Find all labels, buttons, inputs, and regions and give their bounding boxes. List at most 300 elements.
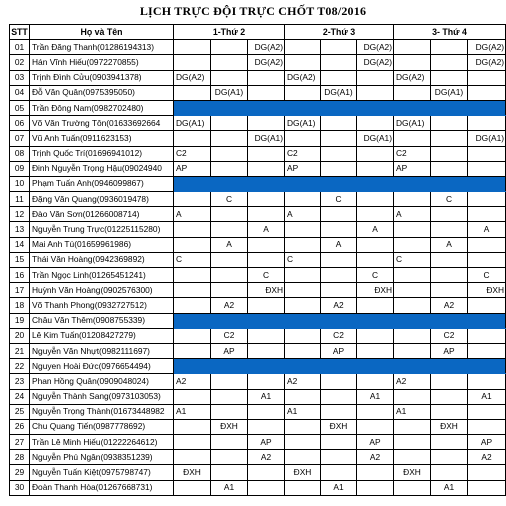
row-stt: 28	[10, 450, 30, 465]
duty-cell: A2	[285, 374, 321, 389]
table-row	[10, 207, 506, 222]
duty-cell	[174, 283, 211, 298]
duty-cell	[321, 100, 357, 115]
table-row	[10, 313, 506, 328]
duty-cell	[357, 207, 394, 222]
row-stt: 23	[10, 374, 30, 389]
duty-cell	[174, 192, 211, 207]
duty-cell	[211, 283, 248, 298]
duty-cell	[431, 70, 468, 85]
duty-cell	[468, 374, 506, 389]
row-name: Thái Văn Hoàng(0942369892)	[30, 252, 174, 267]
duty-cell: A2	[394, 374, 431, 389]
duty-cell	[285, 40, 321, 55]
duty-cell	[248, 116, 285, 131]
duty-cell	[357, 465, 394, 480]
duty-cell	[357, 419, 394, 434]
duty-cell	[357, 192, 394, 207]
duty-cell: DG(A1)	[174, 116, 211, 131]
duty-cell	[394, 237, 431, 252]
duty-cell: DG(A1)	[394, 116, 431, 131]
duty-cell	[285, 359, 321, 374]
duty-cell: A1	[174, 404, 211, 419]
duty-cell	[321, 131, 357, 146]
duty-cell	[211, 404, 248, 419]
duty-cell	[394, 389, 431, 404]
duty-cell	[285, 85, 321, 100]
header-day-2: 2-Thứ 3	[285, 25, 394, 40]
row-stt: 25	[10, 404, 30, 419]
duty-cell: A2	[321, 298, 357, 313]
table-row	[10, 404, 506, 419]
duty-cell	[285, 131, 321, 146]
duty-cell: DG(A2)	[285, 70, 321, 85]
duty-cell	[357, 313, 394, 328]
row-stt: 05	[10, 100, 30, 115]
duty-cell: ĐXH	[357, 283, 394, 298]
table-row	[10, 176, 506, 191]
duty-cell	[357, 70, 394, 85]
duty-cell: C2	[431, 328, 468, 343]
duty-cell	[321, 207, 357, 222]
duty-cell: C	[321, 192, 357, 207]
duty-cell	[468, 192, 506, 207]
duty-cell: ĐXH	[285, 465, 321, 480]
row-name: Phan Hồng Quân(0909048024)	[30, 374, 174, 389]
row-name: Trần Ngọc Linh(01265451241)	[30, 268, 174, 283]
duty-cell	[468, 237, 506, 252]
duty-cell	[174, 40, 211, 55]
table-row	[10, 268, 506, 283]
duty-cell: A	[321, 237, 357, 252]
row-name: Trần Đông Nam(0982702480)	[30, 100, 174, 115]
header-name: Họ và Tên	[30, 25, 174, 40]
duty-cell	[468, 359, 506, 374]
duty-cell	[394, 100, 431, 115]
row-name: Mai Anh Tú(01659961986)	[30, 237, 174, 252]
duty-cell: DG(A2)	[248, 40, 285, 55]
row-stt: 07	[10, 131, 30, 146]
duty-cell: C	[468, 268, 506, 283]
row-name: Châu Văn Thêm(0908755339)	[30, 313, 174, 328]
duty-cell: C	[394, 252, 431, 267]
duty-cell	[431, 176, 468, 191]
duty-cell: DG(A2)	[248, 55, 285, 70]
duty-cell	[321, 359, 357, 374]
duty-cell	[248, 404, 285, 419]
duty-cell	[431, 435, 468, 450]
duty-cell	[248, 480, 285, 495]
duty-cell: C	[357, 268, 394, 283]
duty-cell: A1	[285, 404, 321, 419]
duty-cell	[248, 207, 285, 222]
duty-cell	[248, 298, 285, 313]
table-row	[10, 252, 506, 267]
row-name: Vũ Anh Tuấn(0911623153)	[30, 131, 174, 146]
duty-cell	[431, 450, 468, 465]
row-name: Nguyễn Trọng Thành(01673448982	[30, 404, 174, 419]
duty-cell: A	[211, 237, 248, 252]
duty-cell	[468, 146, 506, 161]
duty-cell	[394, 283, 431, 298]
duty-cell: AP	[357, 435, 394, 450]
row-stt: 20	[10, 328, 30, 343]
duty-cell: A	[285, 207, 321, 222]
duty-cell	[394, 268, 431, 283]
duty-cell: C2	[321, 328, 357, 343]
duty-cell: ĐXH	[431, 419, 468, 434]
row-name: Đoàn Thanh Hòa(01267668731)	[30, 480, 174, 495]
duty-cell: DG(A2)	[468, 55, 506, 70]
duty-cell	[211, 374, 248, 389]
duty-cell: DG(A1)	[211, 85, 248, 100]
duty-cell	[211, 70, 248, 85]
duty-cell	[285, 192, 321, 207]
row-stt: 09	[10, 161, 30, 176]
duty-cell	[285, 343, 321, 358]
table-row	[10, 222, 506, 237]
row-name: Võ Văn Trường Tôn(01633692664	[30, 116, 174, 131]
duty-cell: DG(A2)	[468, 40, 506, 55]
duty-cell	[248, 419, 285, 434]
duty-cell	[211, 146, 248, 161]
duty-cell	[285, 328, 321, 343]
duty-cell	[285, 389, 321, 404]
row-name: Đinh Nguyễn Trọng Hậu(09024940	[30, 161, 174, 176]
duty-cell	[248, 328, 285, 343]
duty-cell: A2	[431, 298, 468, 313]
table-row	[10, 237, 506, 252]
duty-cell: ĐXH	[321, 419, 357, 434]
duty-cell: A2	[357, 450, 394, 465]
duty-cell	[468, 116, 506, 131]
duty-cell: A1	[248, 389, 285, 404]
duty-cell	[321, 252, 357, 267]
duty-cell	[468, 100, 506, 115]
duty-cell	[321, 404, 357, 419]
duty-cell: A1	[468, 389, 506, 404]
duty-cell	[174, 435, 211, 450]
duty-cell	[468, 419, 506, 434]
table-row	[10, 100, 506, 115]
duty-cell	[321, 268, 357, 283]
duty-cell	[174, 480, 211, 495]
duty-cell	[468, 480, 506, 495]
duty-cell	[321, 450, 357, 465]
duty-cell: A2	[468, 450, 506, 465]
duty-cell: ĐXH	[211, 419, 248, 434]
duty-cell	[394, 419, 431, 434]
table-row	[10, 70, 506, 85]
duty-cell	[394, 222, 431, 237]
duty-cell	[321, 116, 357, 131]
duty-cell	[248, 85, 285, 100]
row-stt: 22	[10, 359, 30, 374]
duty-cell	[394, 480, 431, 495]
duty-cell: DG(A2)	[357, 55, 394, 70]
duty-cell	[431, 55, 468, 70]
duty-cell	[248, 252, 285, 267]
duty-cell	[285, 298, 321, 313]
header-day-1: 1-Thứ 2	[174, 25, 285, 40]
header-day-3: 3- Thứ 4	[394, 25, 506, 40]
duty-cell	[357, 374, 394, 389]
duty-cell: C	[174, 252, 211, 267]
duty-cell	[248, 192, 285, 207]
duty-cell: A1	[394, 404, 431, 419]
duty-cell	[357, 146, 394, 161]
duty-cell	[431, 389, 468, 404]
duty-cell: A1	[321, 480, 357, 495]
row-stt: 04	[10, 85, 30, 100]
duty-cell	[468, 343, 506, 358]
duty-cell	[174, 268, 211, 283]
duty-cell	[285, 313, 321, 328]
duty-cell: A2	[174, 374, 211, 389]
duty-cell	[285, 480, 321, 495]
duty-cell	[357, 359, 394, 374]
duty-cell: DG(A1)	[321, 85, 357, 100]
duty-cell	[174, 389, 211, 404]
row-stt: 13	[10, 222, 30, 237]
duty-cell	[285, 450, 321, 465]
duty-cell	[248, 237, 285, 252]
duty-cell	[394, 359, 431, 374]
duty-cell	[211, 465, 248, 480]
duty-cell: A2	[211, 298, 248, 313]
duty-cell: C	[248, 268, 285, 283]
duty-cell	[248, 343, 285, 358]
duty-cell	[468, 328, 506, 343]
duty-cell	[174, 313, 211, 328]
duty-cell	[285, 100, 321, 115]
duty-cell	[174, 359, 211, 374]
duty-cell	[211, 100, 248, 115]
table-row	[10, 192, 506, 207]
duty-cell	[211, 268, 248, 283]
duty-cell	[321, 176, 357, 191]
duty-cell	[174, 328, 211, 343]
duty-cell	[248, 100, 285, 115]
duty-cell	[357, 176, 394, 191]
row-name: Nguyễn Trung Trực(01225115280)	[30, 222, 174, 237]
duty-cell: AP	[211, 343, 248, 358]
duty-cell	[394, 55, 431, 70]
duty-cell: A1	[211, 480, 248, 495]
duty-cell	[321, 161, 357, 176]
duty-cell	[248, 359, 285, 374]
duty-cell	[394, 328, 431, 343]
duty-cell	[357, 237, 394, 252]
duty-cell: DG(A1)	[248, 131, 285, 146]
row-name: Chu Quang Tiến(0987778692)	[30, 419, 174, 434]
table-row	[10, 343, 506, 358]
row-stt: 08	[10, 146, 30, 161]
duty-cell	[394, 343, 431, 358]
duty-cell: DG(A1)	[357, 131, 394, 146]
duty-cell	[174, 419, 211, 434]
duty-cell: A	[394, 207, 431, 222]
duty-cell	[211, 252, 248, 267]
row-name: Nguyễn Tuấn Kiệt(0975798747)	[30, 465, 174, 480]
duty-cell	[321, 283, 357, 298]
row-stt: 21	[10, 343, 30, 358]
duty-cell	[394, 298, 431, 313]
duty-cell: C	[285, 252, 321, 267]
duty-cell	[211, 207, 248, 222]
duty-cell	[357, 161, 394, 176]
duty-cell: AP	[174, 161, 211, 176]
row-stt: 24	[10, 389, 30, 404]
duty-cell	[285, 419, 321, 434]
duty-cell	[211, 450, 248, 465]
row-name: Nguyễn Văn Nhựt(0982111697)	[30, 343, 174, 358]
duty-cell	[285, 283, 321, 298]
table-row	[10, 40, 506, 55]
duty-cell: AP	[468, 435, 506, 450]
table-row	[10, 328, 506, 343]
duty-cell	[357, 480, 394, 495]
row-stt: 02	[10, 55, 30, 70]
table-row	[10, 359, 506, 374]
row-stt: 27	[10, 435, 30, 450]
duty-cell: AP	[321, 343, 357, 358]
table-row	[10, 146, 506, 161]
duty-cell: DG(A1)	[468, 131, 506, 146]
duty-cell: A1	[357, 389, 394, 404]
duty-cell	[174, 237, 211, 252]
duty-cell	[321, 222, 357, 237]
duty-cell	[431, 100, 468, 115]
duty-cell: A	[248, 222, 285, 237]
duty-cell	[248, 374, 285, 389]
duty-cell: ĐXH	[174, 465, 211, 480]
duty-cell	[357, 85, 394, 100]
duty-cell: ĐXH	[248, 283, 285, 298]
table-row	[10, 116, 506, 131]
duty-cell	[211, 359, 248, 374]
duty-cell: C	[431, 192, 468, 207]
row-stt: 18	[10, 298, 30, 313]
row-stt: 15	[10, 252, 30, 267]
row-name: Lê Kim Tuấn(01208427279)	[30, 328, 174, 343]
row-name: Trần Đăng Thanh(01286194313)	[30, 40, 174, 55]
duty-cell	[357, 328, 394, 343]
duty-cell	[248, 176, 285, 191]
row-name: Đặng Văn Quang(0936019478)	[30, 192, 174, 207]
header-stt: STT	[10, 25, 30, 40]
duty-cell	[431, 268, 468, 283]
duty-cell	[174, 222, 211, 237]
duty-cell	[394, 85, 431, 100]
row-name: Phạm Tuấn Anh(0946099867)	[30, 176, 174, 191]
duty-cell: AP	[431, 343, 468, 358]
duty-cell	[321, 40, 357, 55]
duty-cell: C	[211, 192, 248, 207]
row-stt: 26	[10, 419, 30, 434]
duty-cell	[285, 435, 321, 450]
duty-cell	[248, 70, 285, 85]
duty-cell	[211, 116, 248, 131]
duty-cell	[357, 343, 394, 358]
duty-cell	[468, 465, 506, 480]
row-name: Nguyễn Phú Ngân(0938351239)	[30, 450, 174, 465]
duty-cell	[248, 465, 285, 480]
row-stt: 10	[10, 176, 30, 191]
duty-cell: ĐXH	[468, 283, 506, 298]
duty-cell	[174, 450, 211, 465]
roster-body	[10, 40, 506, 496]
duty-cell: A2	[248, 450, 285, 465]
duty-cell	[431, 359, 468, 374]
duty-cell: DG(A2)	[357, 40, 394, 55]
duty-cell	[431, 313, 468, 328]
row-stt: 19	[10, 313, 30, 328]
duty-cell	[211, 313, 248, 328]
duty-cell	[174, 298, 211, 313]
duty-cell	[357, 298, 394, 313]
duty-cell	[394, 176, 431, 191]
duty-cell	[431, 404, 468, 419]
duty-roster-table	[9, 24, 506, 496]
row-stt: 01	[10, 40, 30, 55]
row-name: Võ Thanh Phong(0932727512)	[30, 298, 174, 313]
duty-cell: AP	[285, 161, 321, 176]
duty-cell	[285, 176, 321, 191]
table-row	[10, 374, 506, 389]
duty-cell: A	[174, 207, 211, 222]
table-row	[10, 435, 506, 450]
duty-cell	[248, 146, 285, 161]
table-row	[10, 465, 506, 480]
duty-cell: C2	[285, 146, 321, 161]
table-row	[10, 419, 506, 434]
duty-cell	[357, 252, 394, 267]
duty-cell	[357, 404, 394, 419]
duty-cell	[431, 131, 468, 146]
row-stt: 16	[10, 268, 30, 283]
duty-cell	[468, 252, 506, 267]
duty-cell	[394, 435, 431, 450]
duty-cell	[357, 100, 394, 115]
duty-cell	[431, 283, 468, 298]
duty-cell	[174, 100, 211, 115]
duty-cell	[394, 192, 431, 207]
table-row	[10, 131, 506, 146]
duty-cell	[321, 146, 357, 161]
duty-cell	[468, 70, 506, 85]
duty-cell	[211, 222, 248, 237]
duty-cell	[431, 116, 468, 131]
duty-cell: DG(A1)	[431, 85, 468, 100]
duty-cell	[211, 161, 248, 176]
duty-cell	[468, 404, 506, 419]
page-title: LỊCH TRỰC ĐỘI TRỰC CHỐT T08/2016	[139, 4, 367, 18]
duty-cell	[285, 222, 321, 237]
row-stt: 17	[10, 283, 30, 298]
row-name: Huỳnh Văn Hoàng(0902576300)	[30, 283, 174, 298]
duty-cell	[321, 435, 357, 450]
duty-cell	[321, 389, 357, 404]
row-name: Nguyen Hoài Đức(0976654494)	[30, 359, 174, 374]
duty-cell: AP	[394, 161, 431, 176]
row-stt: 14	[10, 237, 30, 252]
duty-cell	[394, 450, 431, 465]
row-stt: 12	[10, 207, 30, 222]
duty-cell	[174, 343, 211, 358]
row-name: Trịnh Đình Cửu(0903941378)	[30, 70, 174, 85]
duty-cell	[174, 55, 211, 70]
